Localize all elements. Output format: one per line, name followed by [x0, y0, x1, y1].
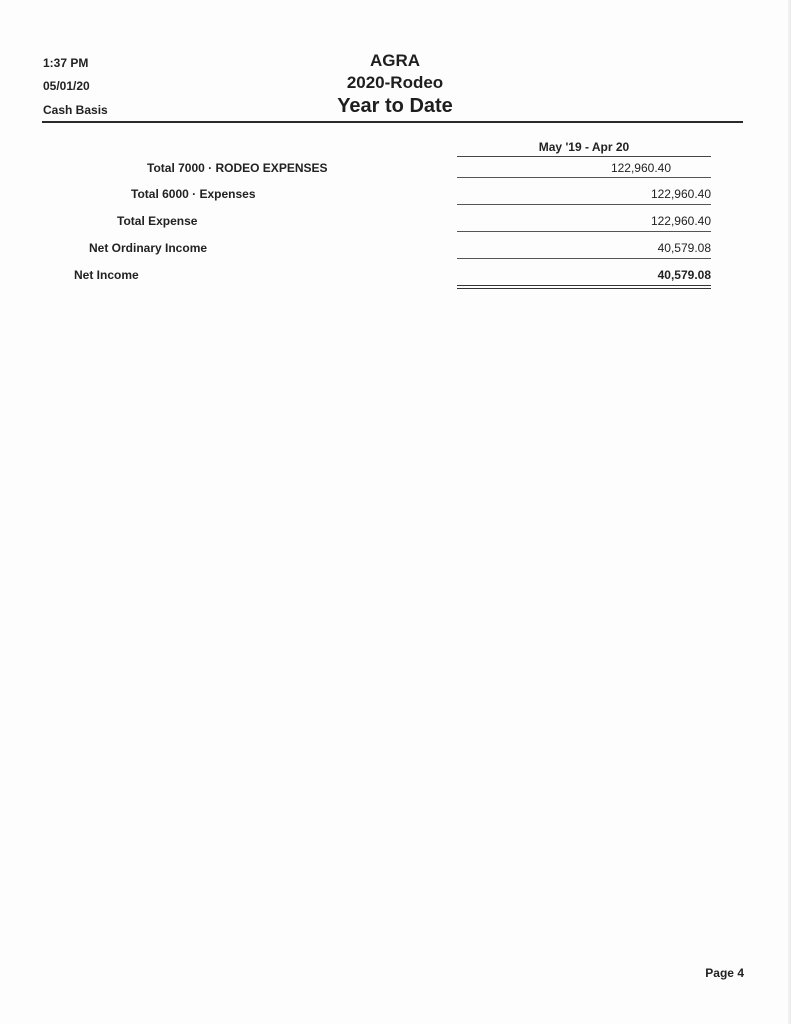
report-basis: Cash Basis: [43, 103, 108, 117]
row-rule: [457, 177, 711, 178]
row-double-rule: [457, 285, 711, 289]
row-label-rodeo-expenses: Total 7000 · RODEO EXPENSES: [147, 161, 328, 175]
row-rule: [457, 204, 711, 205]
report-name: 2020-Rodeo: [346, 73, 444, 92]
page-number: Page 4: [705, 966, 744, 980]
report-time: 1:37 PM: [43, 56, 89, 70]
header-divider: [42, 121, 743, 123]
report-date: 05/01/20: [43, 79, 90, 93]
row-rule: [457, 258, 711, 259]
row-label-expenses: Total 6000 · Expenses: [131, 187, 256, 201]
row-label-net-income: Net Income: [74, 268, 139, 282]
row-value-expenses: 122,960.40: [650, 187, 711, 201]
row-value-net-ordinary-income: 40,579.08: [657, 241, 711, 255]
report-period: Year to Date: [337, 95, 453, 117]
row-rule: [457, 231, 711, 232]
row-value-rodeo-expenses: 122,960.40: [610, 161, 671, 175]
row-value-total-expense: 122,960.40: [650, 214, 711, 228]
row-label-net-ordinary-income: Net Ordinary Income: [89, 241, 208, 255]
company-name: AGRA: [369, 51, 421, 70]
row-value-net-income: 40,579.08: [657, 268, 711, 282]
row-label-total-expense: Total Expense: [117, 214, 198, 228]
column-header-rule: [457, 156, 711, 157]
column-header: May '19 - Apr 20: [538, 140, 630, 154]
